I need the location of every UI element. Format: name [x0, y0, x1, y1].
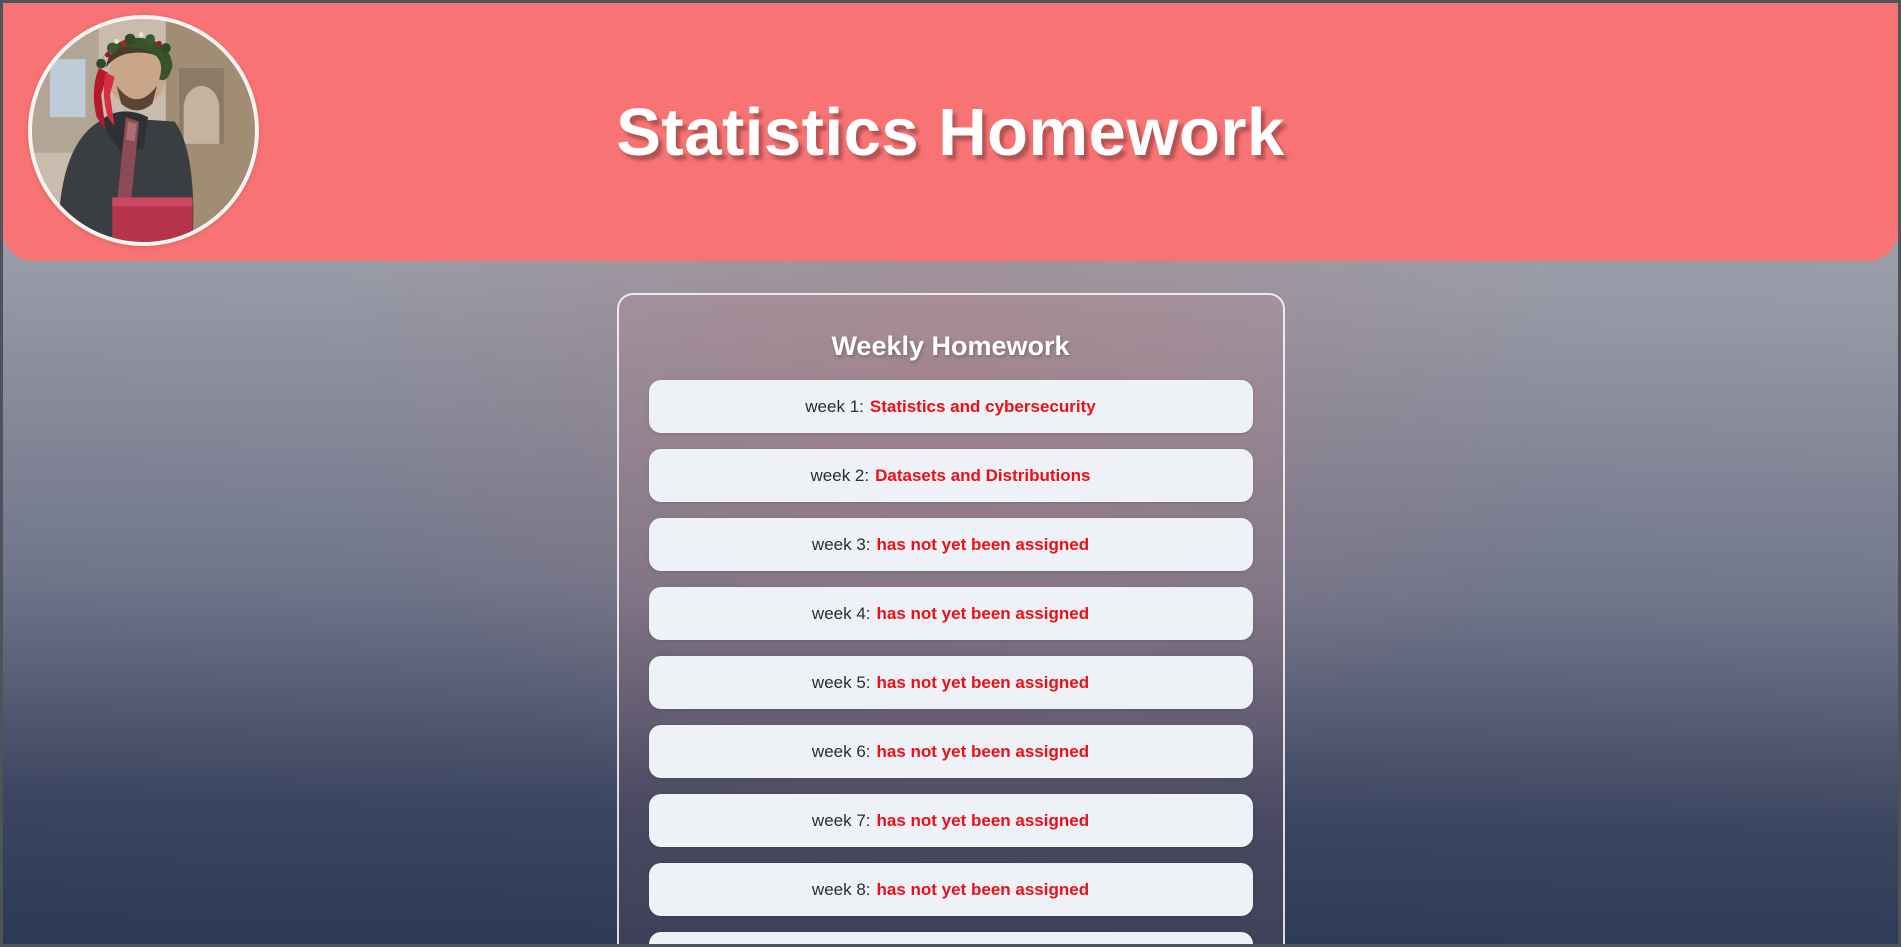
assignment-link[interactable]: has not yet been assigned	[876, 741, 1090, 761]
homework-week-row-1	[649, 380, 1253, 433]
homework-week-row-5	[649, 656, 1253, 709]
week-label: week 8:	[811, 879, 871, 899]
homework-week-list	[649, 380, 1253, 944]
week-label: week 1:	[805, 396, 864, 416]
card-title: Weekly Homework	[831, 331, 1070, 361]
header-banner	[3, 3, 1898, 261]
homework-week-row-2	[649, 449, 1253, 502]
homework-week-row-8	[649, 863, 1253, 916]
assignment-link[interactable]: has not yet been assigned	[876, 879, 1090, 899]
assignment-link[interactable]: Datasets and Distributions	[875, 465, 1091, 485]
homework-week-row-4	[649, 587, 1253, 640]
page-background	[3, 3, 1898, 944]
homework-week-row-3	[649, 518, 1253, 571]
week-label: week 3:	[811, 534, 871, 554]
week-label: week 2:	[810, 465, 870, 485]
homework-card	[617, 293, 1285, 944]
homework-week-row-7	[649, 794, 1253, 847]
assignment-link[interactable]: has not yet been assigned	[876, 603, 1090, 623]
week-label: week 5:	[811, 672, 871, 692]
assignment-link[interactable]: has not yet been assigned	[876, 534, 1090, 554]
profile-avatar	[28, 15, 259, 246]
week-label: week 7:	[811, 810, 871, 830]
assignment-link[interactable]: Statistics and cybersecurity	[869, 396, 1096, 416]
homework-week-row-6	[649, 725, 1253, 778]
week-label: week 6:	[811, 741, 871, 761]
homework-week-row-partial	[649, 932, 1253, 944]
assignment-link[interactable]: has not yet been assigned	[876, 672, 1090, 692]
week-label: week 4:	[811, 603, 871, 623]
page-title: Statistics Homework	[616, 94, 1285, 170]
assignment-link[interactable]: has not yet been assigned	[876, 810, 1090, 830]
graduation-photo-illustration	[32, 19, 255, 242]
